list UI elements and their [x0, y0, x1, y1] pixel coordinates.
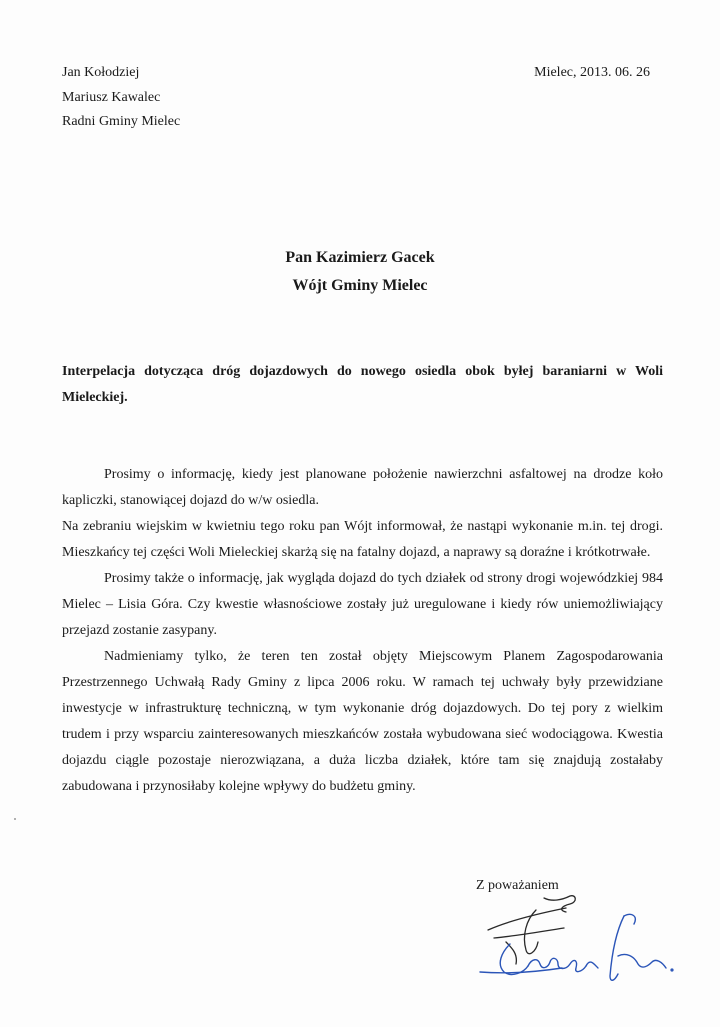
body-paragraph-4: Nadmieniamy tylko, że teren ten został objęty Miejscowym Planem Zagospodarowania Przestrzennego Uchwałą Rady Gminy z lipca 2006 roku. W ramach tej uchwały były przewidziane inwestycje w infrastrukturę techniczną, w tym wykonanie dróg dojazdowych. Do tej pory z wielkim trudem i przy wsparciu zainteresowanych mieszkańców została wybudowana sieć wodociągowa. Kwestia dojazdu ciągle pozostaje nierozwiązana, a duża liczba działek, które tam się znajdują zostałaby zabudowana i przynosiłaby kolejne wpływy do budżetu gminy.: [62, 649, 663, 794]
sender-line-3: Radni Gminy Mielec: [62, 114, 181, 129]
recipient-name: Pan Kazimierz Gacek: [285, 249, 435, 266]
signatures: [466, 892, 686, 992]
sender-line-2: Mariusz Kawalec: [62, 89, 161, 105]
scan-speck: [14, 818, 16, 820]
recipient-title: Wójt Gminy Mielec: [292, 277, 428, 294]
sender-block: [62, 61, 180, 135]
body-paragraph-1: Prosimy o informację, kiedy jest planowane położenie nawierzchni asfaltowej na drodze koło kapliczki, stanowiącej dojazd do w/w osiedla.: [62, 467, 663, 508]
signature-black: [488, 896, 575, 964]
recipient-block: [0, 244, 720, 300]
place-date: Mielec, 2013. 06. 26: [534, 65, 650, 80]
sender-line-1: Jan Kołodziej: [62, 65, 140, 80]
body-paragraph-3: Prosimy także o informację, jak wygląda dojazd do tych działek od strony drogi wojewódzkiej 984 Mielec – Lisia Góra. Czy kwestie własnościowe zostały już uregulowane i kiedy rów uniemożliwiający przejazd zostanie zasypany.: [62, 571, 663, 638]
subject-line: Interpelacja dotycząca dróg dojazdowych do nowego osiedla obok byłej baraniarni w Woli Mieleckiej.: [62, 364, 663, 405]
closing-salutation: Z poważaniem: [476, 878, 559, 893]
body-paragraph-2: Na zebraniu wiejskim w kwietniu tego roku pan Wójt informował, że nastąpi wykonanie m.in. tej drogi. Mieszkańcy tej części Woli Mieleckiej skarżą się na fatalny dojazd, a naprawy są doraźne i krótkotrwałe.: [62, 519, 663, 560]
signature-blue: [480, 914, 673, 980]
letter-body: [62, 462, 663, 800]
